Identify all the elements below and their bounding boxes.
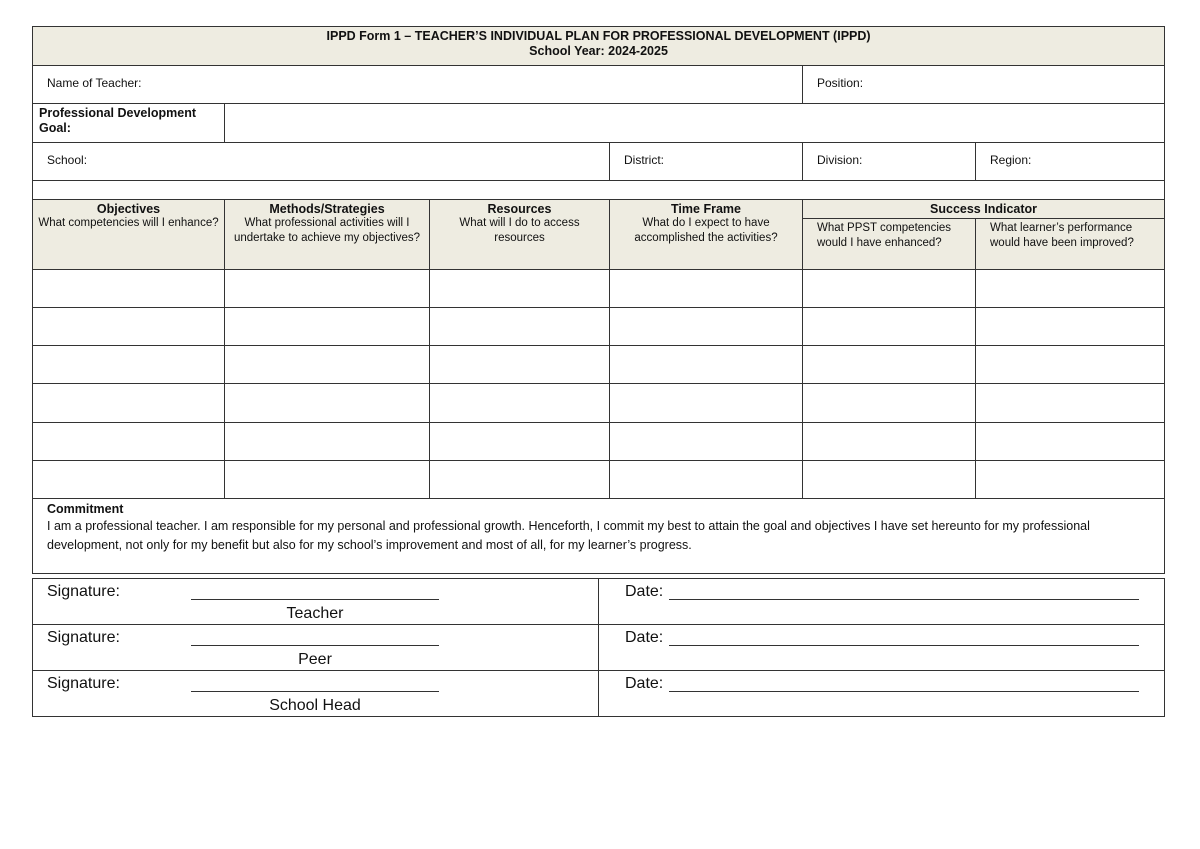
date-label: Date: (625, 583, 664, 600)
table-cell[interactable] (225, 384, 430, 423)
peer-signature-cell[interactable] (33, 625, 599, 671)
methods-header (225, 200, 430, 270)
date-label: Date: (625, 629, 664, 646)
table-cell[interactable] (610, 270, 803, 308)
table-cell[interactable] (225, 423, 430, 461)
signature-role: Peer (298, 651, 332, 668)
goal-label: Professional Development Goal: (33, 104, 225, 143)
signature-table (32, 578, 1165, 717)
table-cell[interactable] (430, 384, 610, 423)
teacher-date-cell[interactable] (599, 579, 1165, 625)
commitment-title: Commitment (47, 502, 124, 516)
table-cell[interactable] (33, 346, 225, 384)
date-line (669, 599, 1139, 600)
signature-role: School Head (269, 697, 361, 714)
table-cell[interactable] (610, 461, 803, 499)
name-of-teacher-label: Name of Teacher: (47, 76, 142, 90)
timeframe-title: Time Frame (671, 202, 741, 216)
date-line (669, 645, 1139, 646)
table-cell[interactable] (610, 423, 803, 461)
district-field[interactable] (610, 143, 803, 181)
signature-label: Signature: (47, 675, 120, 692)
school-year: School Year: 2024-2025 (529, 44, 668, 58)
table-cell[interactable] (225, 346, 430, 384)
table-cell[interactable] (33, 384, 225, 423)
objectives-sub: What competencies will I enhance? (38, 217, 219, 229)
table-cell[interactable] (33, 308, 225, 346)
table-cell[interactable] (976, 423, 1165, 461)
success-indicator-header (803, 200, 1165, 219)
goal-field[interactable] (225, 104, 1165, 143)
table-cell[interactable] (33, 270, 225, 308)
school-head-signature-cell[interactable] (33, 671, 599, 717)
table-cell[interactable] (803, 346, 976, 384)
table-cell[interactable] (803, 423, 976, 461)
table-cell[interactable] (976, 346, 1165, 384)
signature-line (191, 645, 439, 646)
signature-line (191, 691, 439, 692)
table-cell[interactable] (610, 346, 803, 384)
division-label: Division: (817, 153, 863, 167)
table-cell[interactable] (976, 461, 1165, 499)
table-cell[interactable] (976, 270, 1165, 308)
table-cell[interactable] (430, 423, 610, 461)
signature-label: Signature: (47, 583, 120, 600)
school-label: School: (47, 153, 88, 167)
objectives-title: Objectives (96, 202, 161, 216)
spacer-row (33, 181, 1165, 200)
table-cell[interactable] (803, 308, 976, 346)
table-cell[interactable] (803, 461, 976, 499)
region-label: Region: (990, 153, 1032, 167)
table-cell[interactable] (803, 270, 976, 308)
table-cell[interactable] (610, 308, 803, 346)
form-title: IPPD Form 1 – TEACHER’S INDIVIDUAL PLAN FOR PROFESSIONAL DEVELOPMENT (IPPD) (326, 29, 871, 43)
name-of-teacher-field[interactable] (33, 66, 803, 104)
position-label: Position: (817, 76, 864, 90)
methods-sub: What professional activities will I undertake to achieve my objectives? (233, 217, 421, 244)
division-field[interactable] (803, 143, 976, 181)
district-label: District: (624, 153, 664, 167)
learner-performance-sub: What learner’s performance would have been improved? (976, 219, 1165, 270)
table-cell[interactable] (225, 270, 430, 308)
ippd-form-table (32, 26, 1165, 574)
success-indicator-title: Success Indicator (930, 202, 1038, 216)
school-field[interactable] (33, 143, 610, 181)
resources-header (430, 200, 610, 270)
timeframe-header (610, 200, 803, 270)
table-cell[interactable] (976, 308, 1165, 346)
table-cell[interactable] (976, 384, 1165, 423)
position-field[interactable] (803, 66, 1165, 104)
objectives-header (33, 200, 225, 270)
teacher-signature-cell[interactable] (33, 579, 599, 625)
date-label: Date: (625, 675, 664, 692)
commitment-text: I am a professional teacher. I am responsible for my personal and professional growth. Henceforth, I commit my best to attain the goal and objectives I have set hereunto for my professional development, not only for my benefit but also for my school’s improvement and most of all, for my learner’s progress. (47, 519, 1090, 552)
signature-line (191, 599, 439, 600)
methods-title: Methods/Strategies (269, 202, 385, 216)
table-cell[interactable] (803, 384, 976, 423)
commitment-section (33, 499, 1165, 574)
peer-date-cell[interactable] (599, 625, 1165, 671)
signature-role: Teacher (286, 605, 344, 622)
table-cell[interactable] (610, 384, 803, 423)
ppst-competencies-sub: What PPST competencies would I have enhanced? (803, 219, 976, 270)
table-cell[interactable] (33, 423, 225, 461)
resources-title: Resources (487, 202, 552, 216)
table-cell[interactable] (430, 461, 610, 499)
table-cell[interactable] (33, 461, 225, 499)
school-head-date-cell[interactable] (599, 671, 1165, 717)
table-cell[interactable] (430, 270, 610, 308)
timeframe-sub: What do I expect to have accomplished the activities? (634, 217, 778, 244)
resources-sub: What will I do to access resources (459, 217, 580, 244)
region-field[interactable] (976, 143, 1165, 181)
date-line (669, 691, 1139, 692)
table-cell[interactable] (225, 308, 430, 346)
table-cell[interactable] (430, 308, 610, 346)
signature-label: Signature: (47, 629, 120, 646)
table-cell[interactable] (225, 461, 430, 499)
form-header (33, 27, 1165, 66)
table-cell[interactable] (430, 346, 610, 384)
